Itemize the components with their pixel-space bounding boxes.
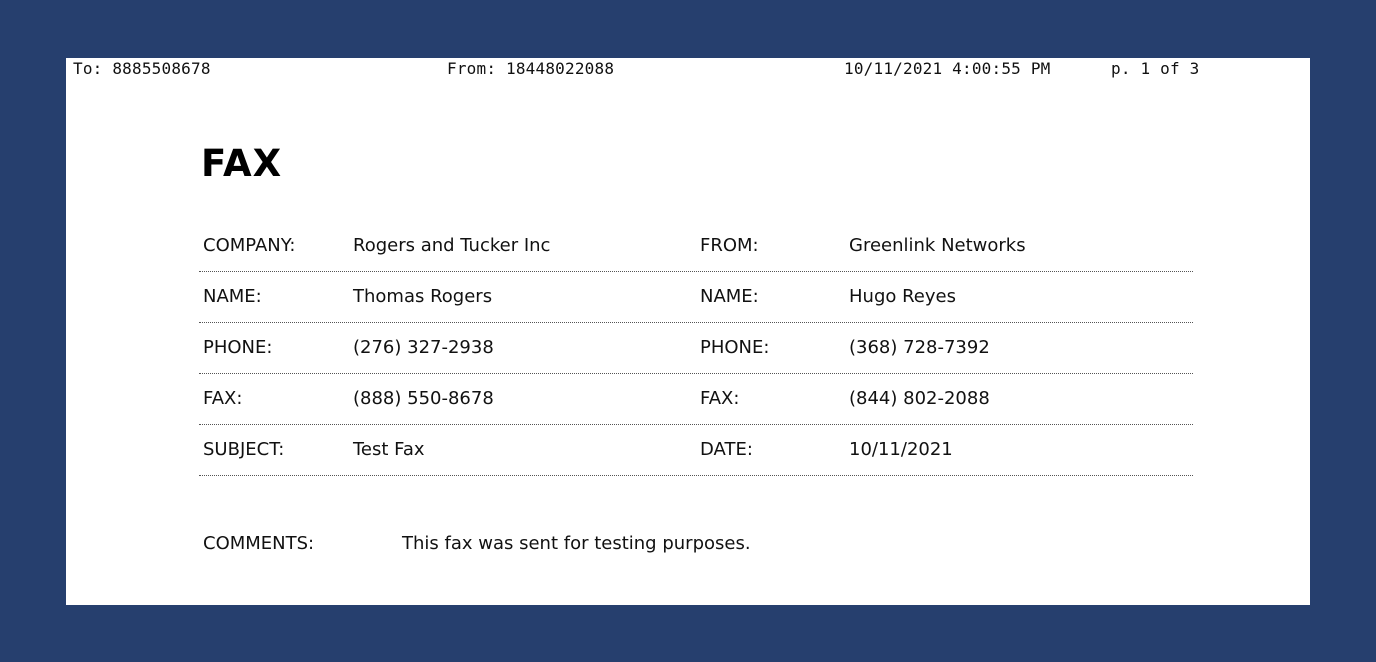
header-datetime: 10/11/2021 4:00:55 PM (844, 59, 1051, 78)
from-label: FROM: (700, 235, 759, 256)
from-value: Greenlink Networks (849, 235, 1026, 256)
date-label: DATE: (700, 439, 753, 460)
header-page-number: p. 1 of 3 (1111, 59, 1200, 78)
comments-label: COMMENTS: (203, 533, 315, 554)
recipient-phone-value: (276) 327-2938 (353, 337, 494, 358)
subject-label: SUBJECT: (203, 439, 285, 460)
company-label: COMPANY: (203, 235, 296, 256)
sender-phone-value: (368) 728-7392 (849, 337, 990, 358)
fax-details-table (199, 221, 1193, 476)
recipient-name-value: Thomas Rogers (353, 286, 493, 307)
sender-name-label: NAME: (700, 286, 759, 307)
row-company (199, 221, 1193, 272)
row-name (199, 272, 1193, 323)
header-to: To: 8885508678 (73, 59, 211, 78)
recipient-fax-label: FAX: (203, 388, 243, 409)
comments-value: This fax was sent for testing purposes. (402, 533, 751, 554)
recipient-phone-label: PHONE: (203, 337, 273, 358)
row-subject-date (199, 425, 1193, 476)
sender-name-value: Hugo Reyes (849, 286, 956, 307)
recipient-fax-value: (888) 550-8678 (353, 388, 494, 409)
date-value: 10/11/2021 (849, 439, 953, 460)
fax-page (66, 58, 1310, 605)
row-phone (199, 323, 1193, 374)
company-value: Rogers and Tucker Inc (353, 235, 551, 256)
sender-fax-label: FAX: (700, 388, 740, 409)
sender-fax-value: (844) 802-2088 (849, 388, 990, 409)
row-fax (199, 374, 1193, 425)
subject-value: Test Fax (353, 439, 425, 460)
sender-phone-label: PHONE: (700, 337, 770, 358)
header-from: From: 18448022088 (447, 59, 615, 78)
recipient-name-label: NAME: (203, 286, 262, 307)
document-title: FAX (201, 142, 283, 185)
